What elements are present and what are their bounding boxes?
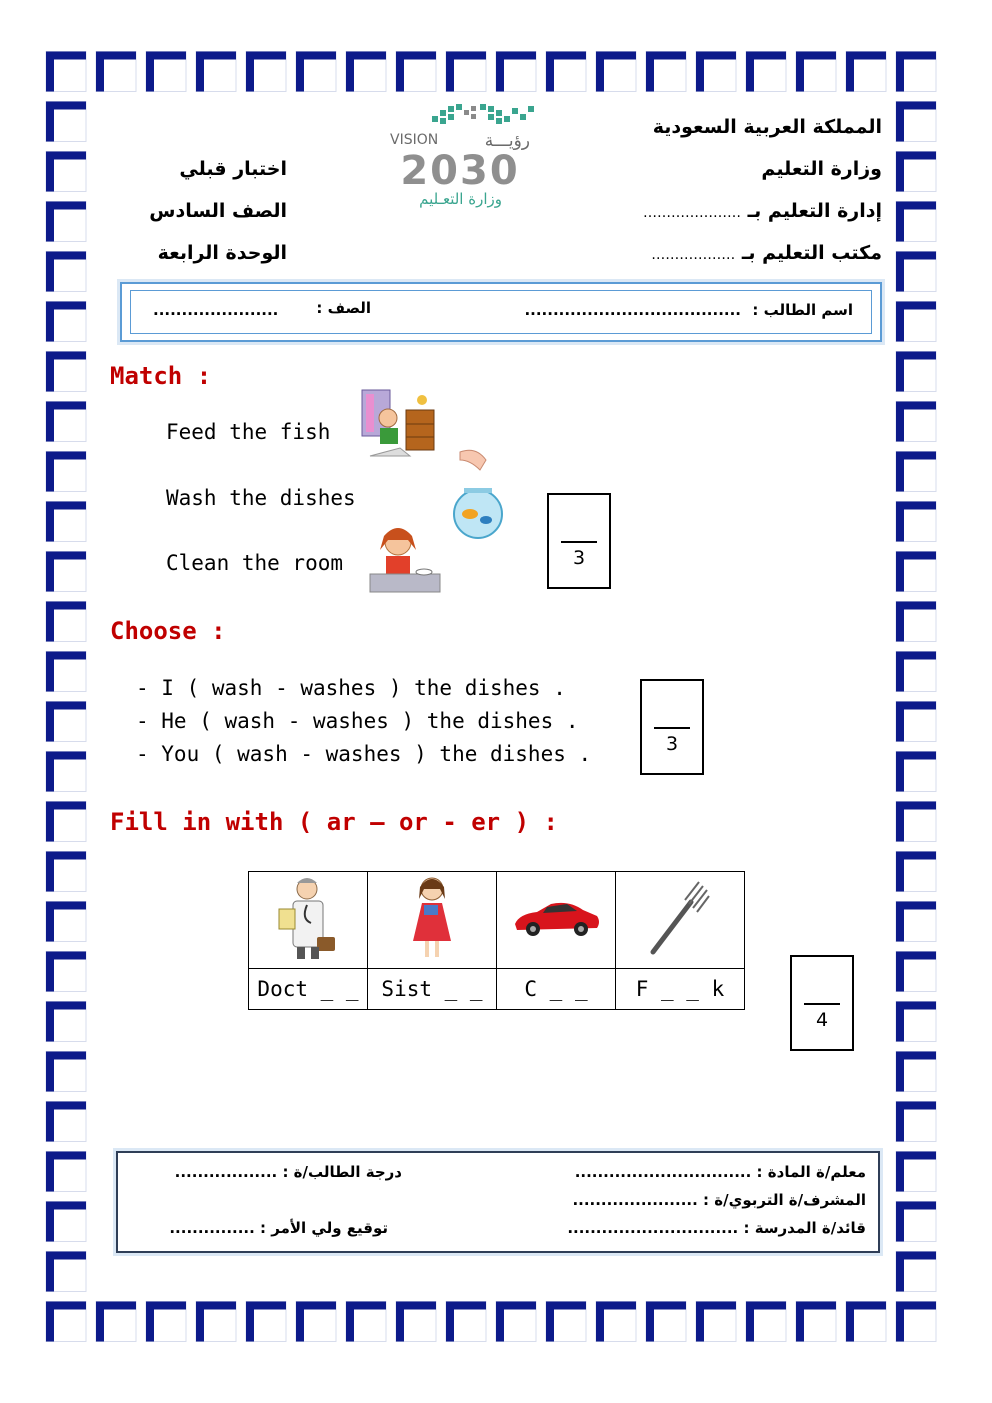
car-cell	[497, 872, 616, 969]
match-item-2: Wash the dishes	[166, 486, 356, 510]
svg-text:VISION: VISION	[390, 132, 439, 148]
border-tile	[46, 902, 86, 942]
fill-score-line	[804, 1003, 840, 1005]
wash-dishes-picture	[368, 524, 442, 594]
border-tile	[46, 152, 86, 192]
car-picture	[511, 898, 601, 938]
border-tile	[46, 1102, 86, 1142]
doctor-picture	[273, 875, 343, 961]
choose-score-total: 3	[665, 733, 679, 755]
border-tile	[896, 52, 936, 92]
border-tile	[896, 1152, 936, 1192]
border-tile	[46, 1302, 86, 1342]
office-label: مكتب التعليم بـ	[741, 242, 882, 264]
border-tile	[296, 52, 336, 92]
class-field[interactable]: ......................	[153, 301, 279, 319]
fill-word-sister[interactable]: Sist _ _	[368, 969, 497, 1010]
supervisor-signature: المشرف/ة التربوي/ة : ......................	[572, 1191, 866, 1209]
border-tile	[46, 602, 86, 642]
kingdom-title: المملكة العربية السعودية	[652, 116, 882, 138]
border-tile	[696, 1302, 736, 1342]
fill-word-fork[interactable]: F _ _ k	[616, 969, 745, 1010]
border-tile	[446, 52, 486, 92]
border-tile	[846, 1302, 886, 1342]
border-tile	[46, 852, 86, 892]
match-title: Match :	[110, 362, 212, 390]
border-tile	[246, 52, 286, 92]
border-tile	[896, 552, 936, 592]
border-tile	[746, 52, 786, 92]
border-tile	[46, 402, 86, 442]
border-tile	[96, 1302, 136, 1342]
border-tile	[46, 552, 86, 592]
student-grade-field: درجة الطالب/ة : ..................	[174, 1163, 402, 1181]
border-tile	[46, 802, 86, 842]
border-tile	[546, 1302, 586, 1342]
border-tile	[896, 702, 936, 742]
svg-text:وزارة التعـليم: وزارة التعـليم	[419, 190, 502, 208]
border-tile	[46, 102, 86, 142]
border-tile	[896, 502, 936, 542]
border-tile	[896, 852, 936, 892]
match-score-box	[547, 493, 611, 589]
border-tile	[896, 452, 936, 492]
border-tile	[896, 1302, 936, 1342]
border-tile	[46, 1002, 86, 1042]
border-tile	[896, 752, 936, 792]
fill-title: Fill in with ( ar – or - er ) :	[110, 808, 558, 836]
ministry-title: وزارة التعليم	[761, 158, 882, 180]
border-tile	[896, 152, 936, 192]
feed-fish-picture	[446, 448, 506, 540]
border-tile	[46, 1052, 86, 1092]
border-tile	[46, 452, 86, 492]
sister-picture	[407, 875, 457, 961]
match-score-line	[561, 541, 597, 543]
border-tile	[896, 1102, 936, 1142]
border-tile	[696, 52, 736, 92]
border-tile	[46, 502, 86, 542]
border-tile	[46, 202, 86, 242]
grade-title: الصف السادس	[149, 200, 287, 222]
border-tile	[46, 752, 86, 792]
border-tile	[596, 1302, 636, 1342]
border-tile	[296, 1302, 336, 1342]
border-tile	[246, 1302, 286, 1342]
office-dots: ………………	[651, 247, 736, 263]
border-tile	[496, 1302, 536, 1342]
border-tile	[496, 52, 536, 92]
border-tile	[446, 1302, 486, 1342]
fill-word-car[interactable]: C _ _	[497, 969, 616, 1010]
vision-2030-logo	[380, 100, 560, 210]
border-tile	[796, 1302, 836, 1342]
fill-table	[248, 871, 745, 1010]
border-tile	[346, 1302, 386, 1342]
choose-item-2: - He ( wash - washes ) the dishes .	[136, 709, 579, 733]
principal-signature: قائد/ة المدرسة : ..............................	[567, 1219, 866, 1237]
border-tile	[646, 1302, 686, 1342]
border-tile	[896, 202, 936, 242]
border-tile	[146, 1302, 186, 1342]
exam-type: اختبار قبلي	[179, 158, 287, 180]
directorate-line	[643, 200, 882, 222]
border-tile	[896, 252, 936, 292]
border-tile	[46, 252, 86, 292]
border-tile	[646, 52, 686, 92]
choose-item-3: - You ( wash - washes ) the dishes .	[136, 742, 592, 766]
border-tile	[896, 902, 936, 942]
vision-logo-graphic	[380, 100, 560, 210]
border-tile	[846, 52, 886, 92]
border-tile	[46, 652, 86, 692]
class-label: الصف :	[316, 299, 371, 317]
fill-pictures-row	[249, 872, 745, 969]
student-info-box	[120, 282, 882, 342]
border-tile	[196, 1302, 236, 1342]
border-tile	[896, 1052, 936, 1092]
match-score-total: 3	[572, 547, 586, 569]
border-tile	[746, 1302, 786, 1342]
teacher-signature: معلم/ة المادة : ...............................	[574, 1163, 866, 1181]
border-tile	[146, 52, 186, 92]
border-tile	[396, 1302, 436, 1342]
doctor-cell	[249, 872, 368, 969]
border-tile	[896, 1252, 936, 1292]
clean-room-picture	[360, 388, 440, 464]
border-tile	[46, 52, 86, 92]
unit-title: الوحدة الرابعة	[157, 242, 287, 264]
sister-cell	[368, 872, 497, 969]
border-tile	[896, 352, 936, 392]
border-tile	[96, 52, 136, 92]
choose-item-1: - I ( wash - washes ) the dishes .	[136, 676, 566, 700]
student-name-label: اسم الطالب :	[752, 301, 853, 319]
office-line	[651, 242, 882, 264]
guardian-signature: توقيع ولي الأمر : ...............	[169, 1219, 388, 1237]
border-tile	[896, 652, 936, 692]
svg-text:2030: 2030	[400, 148, 520, 194]
fill-score-total: 4	[815, 1009, 829, 1031]
signature-box	[116, 1151, 880, 1253]
border-tile	[46, 352, 86, 392]
border-tile	[196, 52, 236, 92]
border-tile	[896, 102, 936, 142]
border-tile	[46, 1152, 86, 1192]
choose-score-line	[654, 727, 690, 729]
border-tile	[546, 52, 586, 92]
choose-title: Choose :	[110, 617, 226, 645]
directorate-dots: …………………	[643, 205, 742, 221]
border-tile	[896, 602, 936, 642]
choose-score-box	[640, 679, 704, 775]
student-name-field[interactable]: ......................................	[524, 301, 741, 319]
student-info-inner	[130, 290, 872, 334]
directorate-label: إدارة التعليم بـ	[747, 200, 882, 222]
fill-word-doctor[interactable]: Doct _ _	[249, 969, 368, 1010]
border-tile	[46, 952, 86, 992]
border-tile	[46, 1252, 86, 1292]
fork-picture	[645, 878, 715, 958]
border-tile	[896, 952, 936, 992]
border-tile	[896, 302, 936, 342]
svg-text:رؤيـــة: رؤيـــة	[484, 131, 530, 151]
fill-score-box	[790, 955, 854, 1051]
border-tile	[396, 52, 436, 92]
border-tile	[346, 52, 386, 92]
fill-words-row	[249, 969, 745, 1010]
border-tile	[796, 52, 836, 92]
border-tile	[896, 802, 936, 842]
match-item-1: Feed the fish	[166, 420, 331, 444]
border-tile	[896, 402, 936, 442]
border-tile	[596, 52, 636, 92]
border-tile	[46, 1202, 86, 1242]
border-tile	[46, 302, 86, 342]
border-tile	[46, 702, 86, 742]
match-item-3: Clean the room	[166, 551, 344, 575]
border-tile	[896, 1202, 936, 1242]
border-tile	[896, 1002, 936, 1042]
fork-cell	[616, 872, 745, 969]
